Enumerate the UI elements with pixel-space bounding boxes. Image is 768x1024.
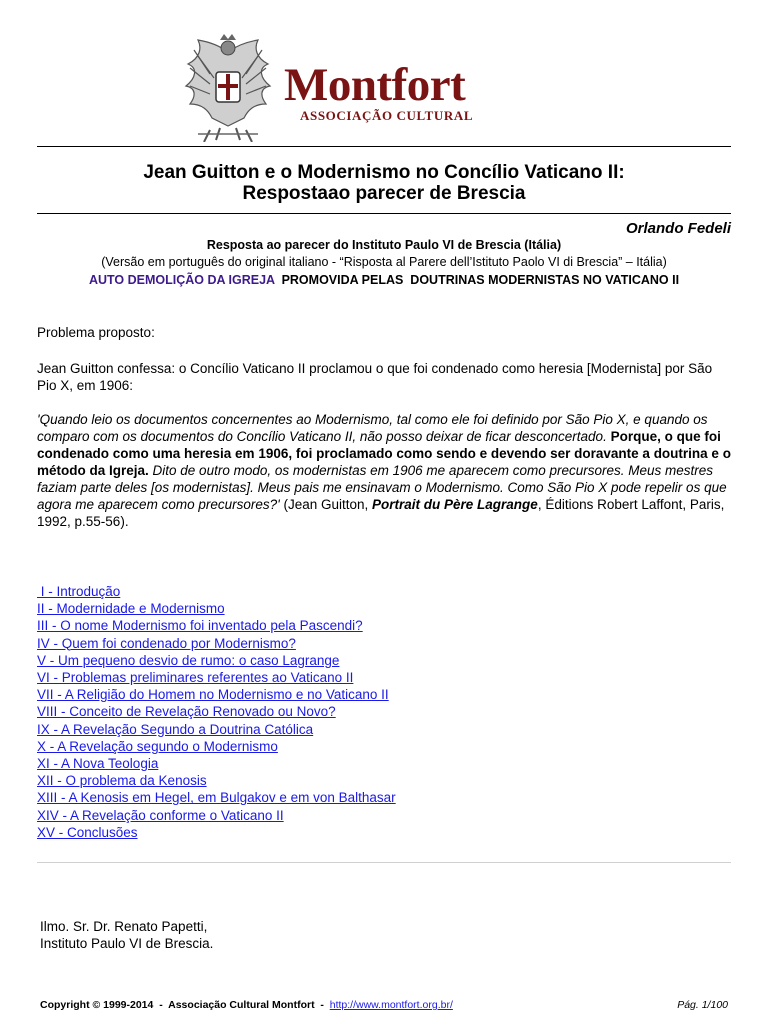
intro-paragraph: Jean Guitton confessa: o Concílio Vaticano II proclamou o que foi condenado como heresia [Modernista] por São Pio X, em 1906:: [37, 361, 713, 393]
toc-item[interactable]: [37, 669, 396, 686]
toc-link[interactable]: IV - Quem foi condenado por Modernismo?: [37, 635, 296, 651]
quote-paragraph: [37, 411, 737, 530]
toc-link[interactable]: XII - O problema da Kenosis: [37, 773, 207, 789]
toc-item[interactable]: [37, 635, 396, 652]
toc-item[interactable]: [37, 703, 396, 720]
toc-link[interactable]: XV - Conclusões: [37, 824, 138, 840]
toc-item[interactable]: [37, 583, 396, 600]
address-line-1: Ilmo. Sr. Dr. Renato Papetti,: [40, 919, 208, 934]
toc-link[interactable]: VII - A Religião do Homem no Modernismo e no Vaticano II: [37, 687, 389, 703]
subtitle-rest: PROMOVIDA PELAS DOUTRINAS MODERNISTAS NO VATICANO II: [274, 273, 680, 287]
toc-item[interactable]: [37, 652, 396, 669]
brand-subtitle: ASSOCIAÇÃO CULTURAL: [300, 108, 474, 123]
toc-item[interactable]: [37, 600, 396, 617]
toc-link[interactable]: V - Um pequeno desvio de rumo: o caso Lagrange: [37, 652, 340, 668]
toc-link[interactable]: XIII - A Kenosis em Hegel, em Bulgakov e em von Balthasar: [37, 790, 396, 806]
toc-link[interactable]: XI - A Nova Teologia: [37, 756, 159, 772]
header-divider: [37, 146, 731, 147]
table-of-contents: [37, 583, 396, 841]
footer-url-link[interactable]: http://www.montfort.org.br/: [329, 999, 453, 1011]
subtitle-line-3: [37, 273, 731, 287]
eagle-emblem-icon: [180, 34, 276, 142]
toc-item[interactable]: [37, 824, 396, 841]
toc-link[interactable]: VIII - Conceito de Revelação Renovado ou Novo?: [37, 704, 336, 720]
toc-item[interactable]: [37, 807, 396, 824]
toc-item[interactable]: [37, 617, 396, 634]
toc-item[interactable]: [37, 789, 396, 806]
title-line-2: Respostaao parecer de Brescia: [242, 183, 526, 204]
subtitle-line-1: Resposta ao parecer do Instituto Paulo VI de Brescia (Itália): [206, 238, 562, 252]
problem-label: Problema proposto:: [37, 325, 155, 340]
copyright-text: Copyright © 1999-2014 - Associação Cultural Montfort -: [40, 999, 330, 1011]
toc-link[interactable]: III - O nome Modernismo foi inventado pela Pascendi?: [37, 618, 363, 634]
footer-copyright: [40, 999, 453, 1011]
toc-item[interactable]: [37, 721, 396, 738]
brand-name: Montfort: [284, 59, 466, 111]
toc-item[interactable]: [37, 686, 396, 703]
toc-link[interactable]: X - A Revelação segundo o Modernismo: [37, 738, 278, 754]
toc-link[interactable]: II - Modernidade e Modernismo: [37, 601, 225, 617]
subtitle-line-2: (Versão em português do original italiano - “Risposta al Parere dell’Istituto Paolo VI di Brescia” – Itália): [101, 255, 667, 269]
quote-emphasis: Porque, o que foi condenado como uma heresia em 1906, foi proclamado como sendo e devendo ser doravante a doutrina e o método da Igreja.: [37, 429, 731, 478]
citation-prefix: (Jean Guitton,: [279, 497, 373, 512]
page-number: Pág. 1/100: [677, 999, 728, 1011]
toc-divider: [37, 862, 731, 863]
document-title: [37, 162, 731, 204]
quote-text-1: 'Quando leio os documentos concernentes ao Modernismo, tal como ele foi definido por São Pio X, e quando os comparo com os documentos do Concílio Vaticano II, não posso deixar de ficar desconcertado.: [37, 412, 708, 444]
citation-suffix: , Éditions Robert Laffont, Paris, 1992, p.55-56).: [37, 497, 725, 529]
citation-book-title: Portrait du Père Lagrange: [372, 497, 538, 512]
title-line-1: Jean Guitton e o Modernismo no Concílio Vaticano II:: [143, 162, 625, 183]
quote-text-2: Dito de outro modo, os modernistas em 1906 me aparecem como precursores. Meus mestres faziam parte deles [os modernistas]. Meus pais me ensinavam o Modernismo. Como São Pio X pode repelir os que agora me aparecem como precursores?': [37, 463, 727, 512]
toc-link[interactable]: XIV - A Revelação conforme o Vaticano II: [37, 807, 284, 823]
toc-link[interactable]: I - Introdução: [37, 584, 121, 599]
title-divider: [37, 213, 731, 214]
author-name: Orlando Fedeli: [625, 220, 731, 237]
toc-item[interactable]: [37, 755, 396, 772]
toc-link[interactable]: VI - Problemas preliminares referentes ao Vaticano II: [37, 670, 354, 686]
toc-link[interactable]: IX - A Revelação Segundo a Doutrina Católica: [37, 721, 314, 737]
montfort-logo: [180, 34, 520, 144]
subtitle-highlight: AUTO DEMOLIÇÃO DA IGREJA: [88, 273, 275, 287]
toc-item[interactable]: [37, 772, 396, 789]
address-line-2: Instituto Paulo VI de Brescia.: [40, 936, 214, 951]
toc-item[interactable]: [37, 738, 396, 755]
